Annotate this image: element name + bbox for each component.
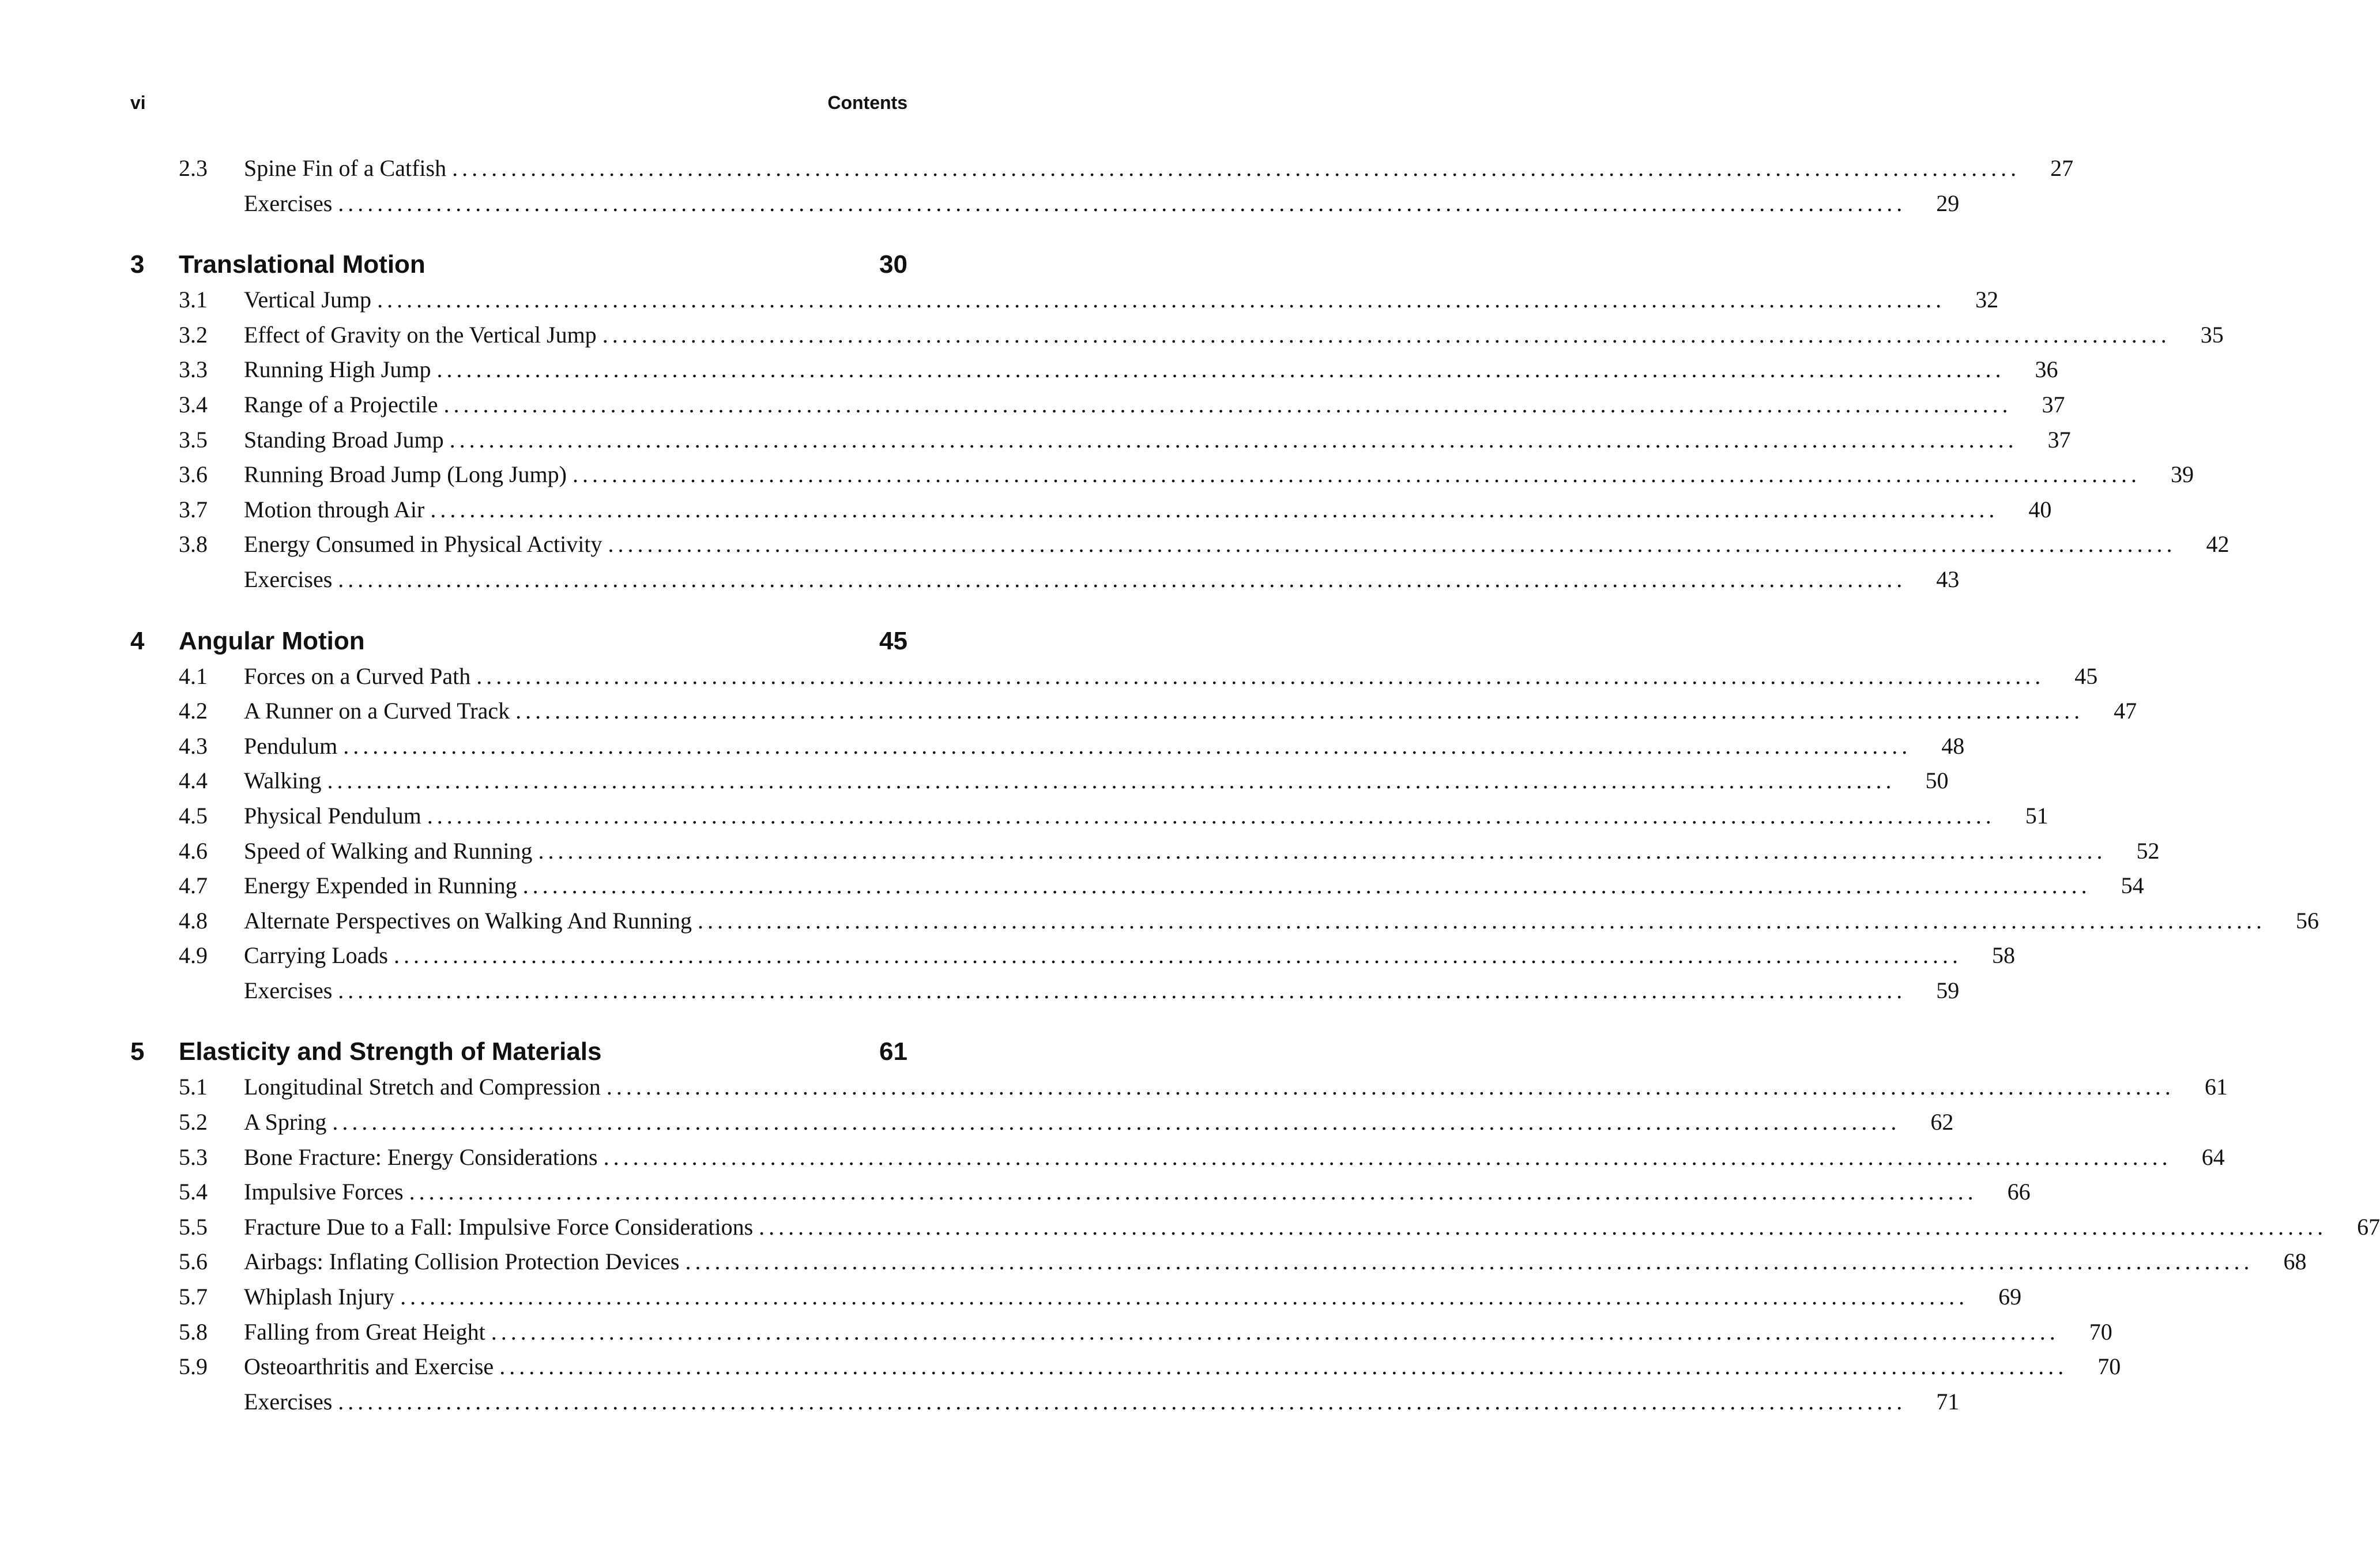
toc-section-row[interactable]	[130, 764, 1949, 799]
dot-leader: ................................................................................................................................................................	[327, 768, 1896, 794]
dot-leader: ................................................................................................................................................................	[608, 531, 2176, 558]
chapter-page: 61	[879, 1037, 907, 1066]
section-page: 43	[1936, 566, 1960, 592]
chapter-title: Angular Motion	[179, 626, 365, 655]
toc-section-row[interactable]	[130, 799, 2048, 834]
page-number-label: vi	[130, 92, 146, 113]
section-page: 61	[2204, 1074, 2228, 1100]
toc-section-row[interactable]	[130, 659, 2098, 694]
section-title: Pendulum	[244, 732, 338, 759]
running-head-title: Contents	[827, 92, 907, 113]
section-title: Energy Consumed in Physical Activity	[244, 531, 602, 558]
toc-section-row[interactable]	[130, 186, 1960, 221]
dot-leader: ................................................................................................................................................................	[698, 907, 2266, 934]
section-page: 51	[2025, 802, 2048, 829]
section-title: Osteoarthritis and Exercise	[244, 1353, 494, 1380]
chapter-number: 4	[130, 626, 145, 655]
dot-leader: ................................................................................................................................................................	[436, 356, 2005, 383]
dot-leader: ................................................................................................................................................................	[449, 426, 2018, 453]
running-head	[130, 92, 907, 114]
section-number: 5.6	[179, 1248, 208, 1275]
section-page: 37	[2047, 426, 2071, 453]
section-number: 3.2	[179, 321, 208, 348]
section-page: 52	[2136, 837, 2160, 864]
dot-leader: ................................................................................................................................................................	[606, 1074, 2175, 1100]
dot-leader: ................................................................................................................................................................	[377, 287, 1946, 313]
section-title: Carrying Loads	[244, 942, 388, 969]
toc-section-row[interactable]	[130, 352, 2058, 388]
section-page: 36	[2035, 356, 2058, 383]
section-title: Airbags: Inflating Collision Protection Devices	[244, 1248, 680, 1275]
section-number: 3.4	[179, 391, 208, 418]
section-title: Exercises	[244, 190, 333, 216]
section-title: Exercises	[244, 1388, 333, 1415]
section-title: Forces on a Curved Path	[244, 663, 471, 689]
section-title: Speed of Walking and Running	[244, 837, 533, 864]
section-number: 4.8	[179, 907, 208, 934]
toc-section-row[interactable]	[130, 1315, 2112, 1350]
section-page: 45	[2074, 663, 2098, 689]
section-page: 48	[1941, 732, 1965, 759]
toc-section-row[interactable]	[130, 1385, 1960, 1420]
dot-leader: ................................................................................................................................................................	[491, 1318, 2059, 1345]
dot-leader: ................................................................................................................................................................	[393, 942, 1962, 969]
section-title: Running High Jump	[244, 356, 431, 383]
section-page: 54	[2121, 872, 2144, 899]
section-page: 50	[1925, 768, 1949, 794]
dot-leader: ................................................................................................................................................................	[332, 1109, 1901, 1135]
dot-leader: ................................................................................................................................................................	[452, 155, 2021, 181]
section-page: 69	[1998, 1284, 2022, 1310]
section-number: 5.9	[179, 1353, 208, 1380]
dot-leader: ................................................................................................................................................................	[685, 1248, 2254, 1275]
section-number: 3.6	[179, 461, 208, 488]
toc-section-row[interactable]	[130, 868, 2144, 904]
toc-section-row[interactable]	[130, 694, 2137, 729]
section-number: 5.8	[179, 1318, 208, 1345]
toc-section-row[interactable]	[130, 1070, 2228, 1105]
table-of-contents	[130, 151, 2380, 1419]
section-number: 3.5	[179, 426, 208, 453]
section-title: Motion through Air	[244, 496, 425, 522]
dot-leader: ................................................................................................................................................................	[400, 1284, 1969, 1310]
section-page: 42	[2206, 531, 2230, 558]
dot-leader: ................................................................................................................................................................	[499, 1353, 2068, 1380]
dot-leader: ................................................................................................................................................................	[409, 1179, 1978, 1205]
section-title: Whiplash Injury	[244, 1284, 395, 1310]
section-number: 5.1	[179, 1074, 208, 1100]
chapter-number: 3	[130, 250, 145, 279]
chapter-title: Translational Motion	[179, 250, 425, 279]
section-page: 56	[2296, 907, 2319, 934]
toc-section-row[interactable]	[130, 318, 2224, 353]
toc-section-row[interactable]	[130, 562, 1960, 597]
toc-section-row[interactable]	[130, 1175, 2031, 1210]
toc-section-row[interactable]	[130, 1210, 2380, 1245]
section-number: 3.1	[179, 287, 208, 313]
toc-chapter-row[interactable]	[130, 247, 907, 283]
section-number: 3.7	[179, 496, 208, 522]
dot-leader: ................................................................................................................................................................	[759, 1213, 2328, 1240]
chapter-page: 30	[879, 250, 907, 279]
section-title: Effect of Gravity on the Vertical Jump	[244, 321, 597, 348]
section-title: A Runner on a Curved Track	[244, 698, 510, 724]
toc-section-row[interactable]	[130, 1105, 1954, 1140]
section-page: 58	[1991, 942, 2015, 969]
dot-leader: ................................................................................................................................................................	[522, 872, 2091, 899]
toc-section-row[interactable]	[130, 834, 2160, 869]
chapter-title: Elasticity and Strength of Materials	[179, 1037, 602, 1066]
section-page: 70	[2097, 1353, 2121, 1380]
dot-leader: ................................................................................................................................................................	[538, 837, 2107, 864]
section-title: Impulsive Forces	[244, 1179, 404, 1205]
section-number: 3.3	[179, 356, 208, 383]
section-page: 40	[2028, 496, 2052, 522]
toc-section-row[interactable]	[130, 151, 2074, 186]
section-title: Physical Pendulum	[244, 802, 421, 829]
toc-chapter-row[interactable]	[130, 623, 907, 659]
section-title: Walking	[244, 768, 322, 794]
section-number: 4.7	[179, 872, 208, 899]
section-title: Bone Fracture: Energy Considerations	[244, 1144, 598, 1170]
dot-leader: ................................................................................................................................................................	[430, 496, 1999, 522]
section-title: Fracture Due to a Fall: Impulsive Force Considerations	[244, 1213, 754, 1240]
dot-leader: ................................................................................................................................................................	[603, 1144, 2172, 1170]
section-page: 70	[2089, 1318, 2112, 1345]
section-number: 2.3	[179, 155, 208, 181]
section-number: 4.3	[179, 732, 208, 759]
section-page: 39	[2170, 461, 2194, 488]
section-number: 4.5	[179, 802, 208, 829]
section-number: 4.2	[179, 698, 208, 724]
toc-section-row[interactable]	[130, 1244, 2307, 1280]
dot-leader: ................................................................................................................................................................	[572, 461, 2141, 488]
section-page: 29	[1936, 190, 1960, 216]
chapter-number: 5	[130, 1037, 145, 1066]
section-number: 5.5	[179, 1213, 208, 1240]
section-title: A Spring	[244, 1109, 327, 1135]
section-page: 68	[2283, 1248, 2307, 1275]
section-page: 62	[1930, 1109, 1954, 1135]
dot-leader: ................................................................................................................................................................	[443, 391, 2012, 418]
section-number: 3.8	[179, 531, 208, 558]
section-title: Exercises	[244, 977, 333, 1003]
dot-leader: ................................................................................................................................................................	[338, 1388, 1907, 1415]
section-title: Range of a Projectile	[244, 391, 438, 418]
section-page: 67	[2357, 1213, 2380, 1240]
section-number: 5.4	[179, 1179, 208, 1205]
section-page: 32	[1975, 287, 1999, 313]
toc-section-row[interactable]	[130, 1349, 2121, 1385]
section-title: Spine Fin of a Catfish	[244, 155, 447, 181]
dot-leader: ................................................................................................................................................................	[515, 698, 2084, 724]
section-number: 4.4	[179, 768, 208, 794]
dot-leader: ................................................................................................................................................................	[338, 977, 1907, 1003]
section-page: 27	[2050, 155, 2074, 181]
dot-leader: ................................................................................................................................................................	[343, 732, 1912, 759]
toc-section-row[interactable]	[130, 938, 2015, 973]
toc-section-row[interactable]	[130, 388, 2065, 423]
chapter-page: 45	[879, 626, 907, 655]
toc-section-row[interactable]	[130, 1140, 2225, 1175]
section-number: 4.6	[179, 837, 208, 864]
section-number: 5.3	[179, 1144, 208, 1170]
dot-leader: ................................................................................................................................................................	[338, 566, 1907, 592]
section-page: 71	[1936, 1388, 1960, 1415]
section-number: 4.1	[179, 663, 208, 689]
dot-leader: ................................................................................................................................................................	[602, 321, 2171, 348]
dot-leader: ................................................................................................................................................................	[476, 663, 2045, 689]
section-page: 47	[2114, 698, 2137, 724]
section-title: Falling from Great Height	[244, 1318, 485, 1345]
toc-section-row[interactable]	[130, 457, 2194, 492]
section-page: 66	[2007, 1179, 2031, 1205]
toc-section-row[interactable]	[130, 423, 2071, 458]
toc-section-row[interactable]	[130, 1280, 2022, 1315]
section-title: Standing Broad Jump	[244, 426, 444, 453]
section-number: 5.7	[179, 1284, 208, 1310]
dot-leader: ................................................................................................................................................................	[427, 802, 1995, 829]
section-title: Vertical Jump	[244, 287, 372, 313]
section-page: 37	[2042, 391, 2065, 418]
section-page: 59	[1936, 977, 1960, 1003]
section-title: Running Broad Jump (Long Jump)	[244, 461, 567, 488]
section-number: 5.2	[179, 1109, 208, 1135]
toc-chapter-row[interactable]	[130, 1034, 907, 1070]
section-title: Longitudinal Stretch and Compression	[244, 1074, 601, 1100]
section-page: 35	[2200, 321, 2224, 348]
section-title: Exercises	[244, 566, 333, 592]
section-number: 4.9	[179, 942, 208, 969]
dot-leader: ................................................................................................................................................................	[338, 190, 1907, 216]
toc-section-row[interactable]	[130, 283, 1999, 318]
toc-section-row[interactable]	[130, 492, 2052, 528]
toc-section-row[interactable]	[130, 527, 2230, 562]
toc-section-row[interactable]	[130, 729, 1965, 764]
section-title: Alternate Perspectives on Walking And Running	[244, 907, 692, 934]
toc-section-row[interactable]	[130, 973, 1960, 1009]
toc-section-row[interactable]	[130, 904, 2319, 939]
section-page: 64	[2201, 1144, 2225, 1170]
section-title: Energy Expended in Running	[244, 872, 517, 899]
